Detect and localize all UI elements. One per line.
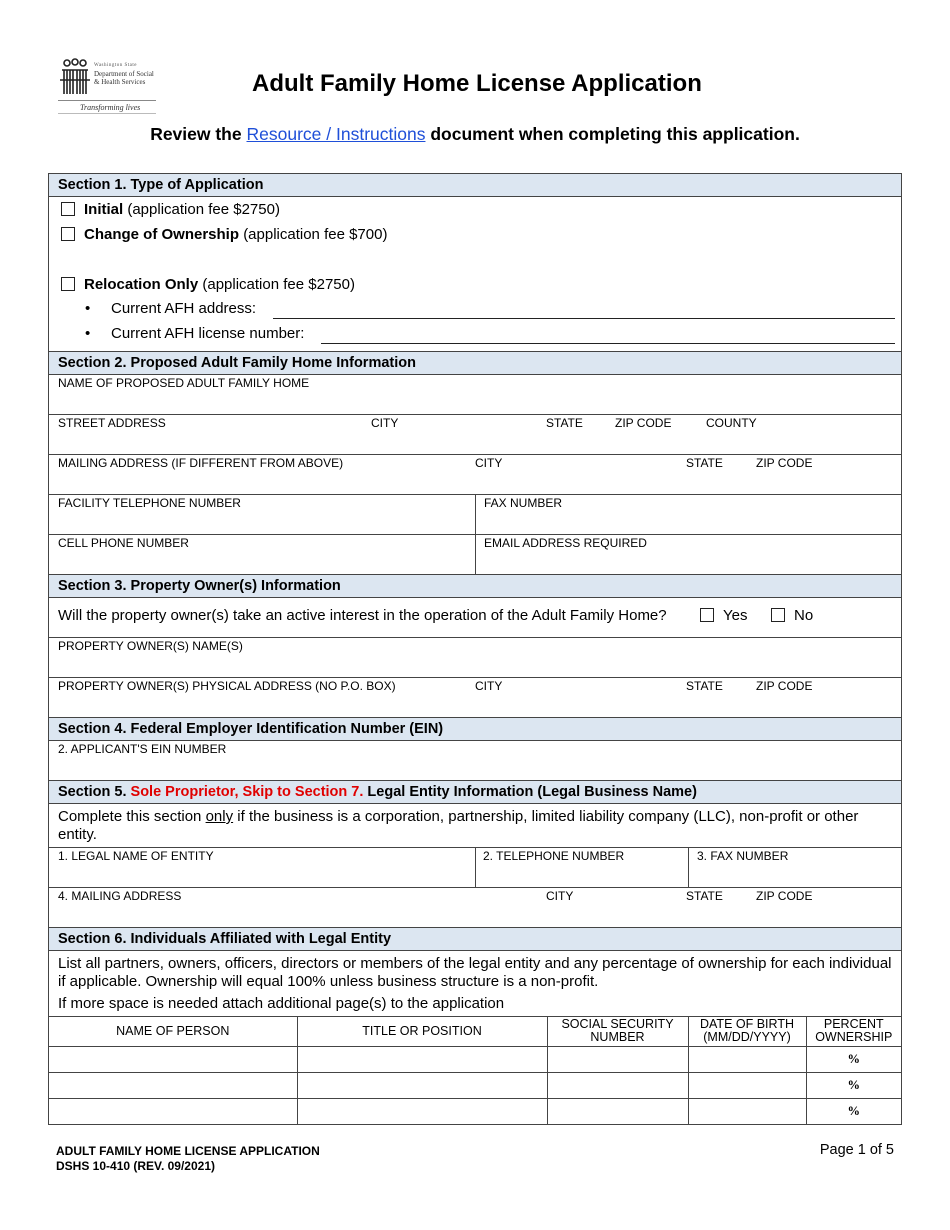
current-afh-address-label: • Current AFH address: <box>85 300 257 317</box>
owner-names-field[interactable]: PROPERTY OWNER(S) NAME(S) <box>49 638 901 678</box>
section-5-header: Section 5. Sole Proprietor, Skip to Section 7. Legal Entity Information (Legal Business Name) <box>49 781 901 804</box>
yes-option[interactable]: Yes <box>700 607 747 624</box>
section-1-header: Section 1. Type of Application <box>49 174 901 197</box>
ssn-cell[interactable] <box>547 1046 688 1072</box>
col-name-of-person: NAME OF PERSON <box>49 1017 297 1046</box>
current-afh-license-field[interactable] <box>321 343 895 344</box>
cell-email-row[interactable]: CELL PHONE NUMBER EMAIL ADDRESS REQUIRED <box>49 535 901 575</box>
current-afh-address-field[interactable] <box>273 318 895 319</box>
section-1-body <box>49 197 901 352</box>
col-title-or-position: TITLE OR POSITION <box>297 1017 547 1046</box>
dshs-logo <box>58 58 156 114</box>
table-row <box>49 1046 901 1072</box>
section-6-header: Section 6. Individuals Affiliated with Legal Entity <box>49 928 901 951</box>
col-date-of-birth: DATE OF BIRTH (MM/DD/YYYY) <box>688 1017 806 1046</box>
active-interest-question: Will the property owner(s) take an active interest in the operation of the Adult Family Home? Yes No <box>49 598 901 638</box>
col-social-security-number: SOCIAL SECURITY NUMBER <box>547 1017 688 1046</box>
title-cell[interactable] <box>297 1072 547 1098</box>
relocation-checkbox[interactable] <box>61 277 75 291</box>
dob-cell[interactable] <box>688 1046 806 1072</box>
page-title: Adult Family Home License Application <box>252 70 702 97</box>
section-5-note: Complete this section only if the business is a corporation, partnership, limited liability company (LLC), non-profit or other entity. <box>49 804 901 848</box>
yes-checkbox[interactable] <box>700 608 714 622</box>
ssn-cell[interactable] <box>547 1072 688 1098</box>
dob-cell[interactable] <box>688 1098 806 1124</box>
name-cell[interactable] <box>49 1072 297 1098</box>
percent-cell[interactable]: % <box>847 1103 860 1118</box>
title-cell[interactable] <box>297 1046 547 1072</box>
phone-fax-row[interactable]: FACILITY TELEPHONE NUMBER FAX NUMBER <box>49 495 901 535</box>
no-checkbox[interactable] <box>771 608 785 622</box>
mailing-address-row[interactable]: MAILING ADDRESS (IF DIFFERENT FROM ABOVE) CITY STATE ZIP CODE <box>49 455 901 495</box>
section-4-header: Section 4. Federal Employer Identification Number (EIN) <box>49 718 901 741</box>
table-row <box>49 1072 901 1098</box>
ein-field[interactable]: 2. APPLICANT'S EIN NUMBER <box>49 741 901 781</box>
name-cell[interactable] <box>49 1098 297 1124</box>
home-name-field[interactable]: NAME OF PROPOSED ADULT FAMILY HOME <box>49 375 901 415</box>
agency-tagline: Transforming lives <box>80 103 141 112</box>
percent-cell[interactable]: % <box>806 1046 901 1072</box>
affiliated-individuals-table <box>49 1017 901 1124</box>
table-row <box>49 1098 901 1124</box>
section-6-note: List all partners, owners, officers, directors or members of the legal entity and any percentage of ownership for each individual if applicable. Ownership will equal 100% unless business structure is a non-profit. If more space is needed attach additional page(s) to the application <box>49 951 901 1017</box>
application-form <box>48 173 902 1125</box>
review-instructions: Review the Resource / Instructions document when completing this application. <box>150 124 800 144</box>
col-percent-ownership: PERCENT OWNERSHIP <box>806 1017 901 1046</box>
dob-cell[interactable] <box>688 1072 806 1098</box>
ssn-cell[interactable] <box>547 1098 688 1124</box>
dshs-family-icon <box>58 58 92 96</box>
agency-name: Washington State Department of Social & Health Services <box>94 63 154 86</box>
initial-checkbox[interactable] <box>61 202 75 216</box>
street-address-row[interactable]: STREET ADDRESS CITY STATE ZIP CODE COUNTY <box>49 415 901 455</box>
current-afh-license-label: • Current AFH license number: <box>85 325 305 342</box>
name-cell[interactable] <box>49 1046 297 1072</box>
title-cell[interactable] <box>297 1098 547 1124</box>
table-header-row <box>49 1017 901 1046</box>
section-3-header: Section 3. Property Owner(s) Information <box>49 575 901 598</box>
resource-instructions-link[interactable]: Resource / Instructions <box>246 124 426 144</box>
page-number: Page 1 of 5 <box>819 1142 894 1158</box>
owner-address-row[interactable]: PROPERTY OWNER(S) PHYSICAL ADDRESS (NO P.O. BOX) CITY STATE ZIP CODE <box>49 678 901 718</box>
percent-cell[interactable]: % <box>806 1072 901 1098</box>
section-2-header: Section 2. Proposed Adult Family Home Information <box>49 352 901 375</box>
option-change-of-ownership: Change of Ownership (application fee $700) <box>61 226 387 243</box>
no-option[interactable]: No <box>771 607 813 624</box>
legal-entity-row[interactable]: 1. LEGAL NAME OF ENTITY 2. TELEPHONE NUMBER 3. FAX NUMBER <box>49 848 901 888</box>
entity-mailing-row[interactable]: 4. MAILING ADDRESS CITY STATE ZIP CODE <box>49 888 901 928</box>
form-footer: ADULT FAMILY HOME LICENSE APPLICATION DSHS 10-410 (REV. 09/2021) <box>56 1144 320 1173</box>
option-relocation: Relocation Only (application fee $2750) <box>61 276 355 293</box>
option-initial: Initial (application fee $2750) <box>61 201 280 218</box>
change-of-ownership-checkbox[interactable] <box>61 227 75 241</box>
